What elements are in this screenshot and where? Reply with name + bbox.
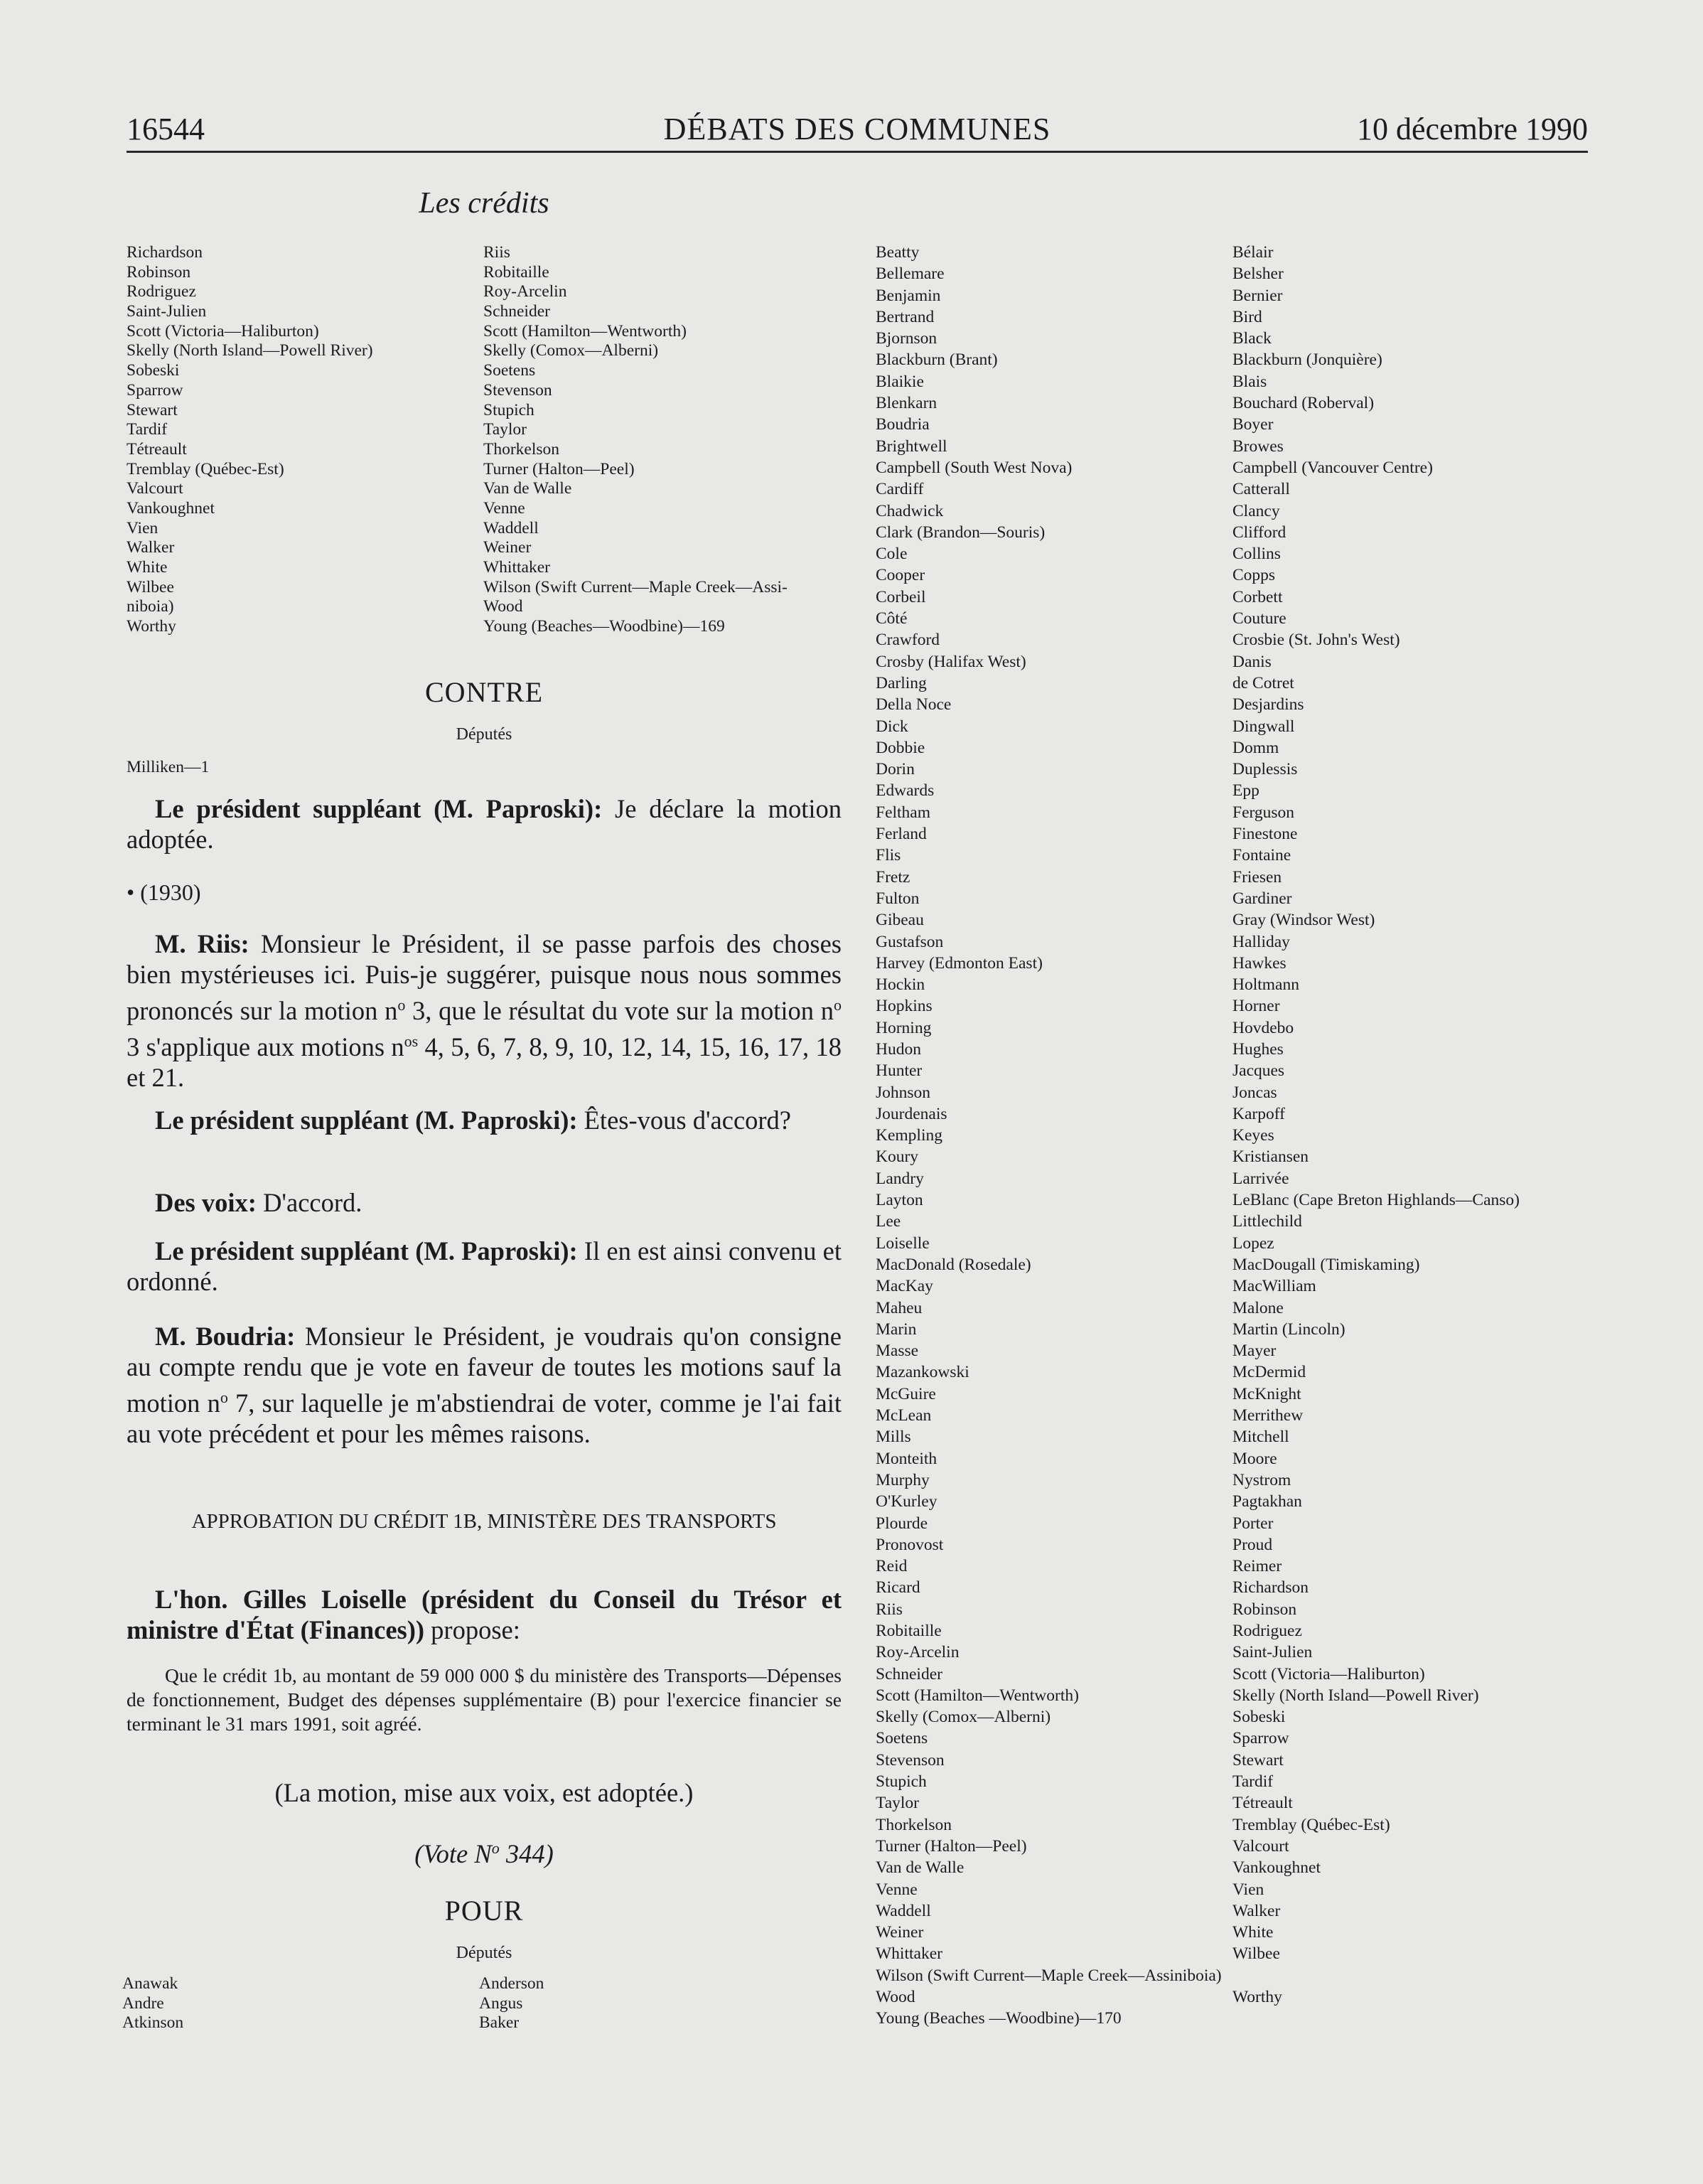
contre-heading: CONTRE bbox=[425, 676, 543, 708]
member-name: Van de Walle bbox=[483, 479, 572, 498]
member-name: Littlechild bbox=[1232, 1212, 1302, 1231]
approbation-speaker-paragraph bbox=[127, 1584, 842, 1645]
speech-text: 3 s'applique aux motions n bbox=[127, 1032, 404, 1062]
paragraph-6 bbox=[127, 1321, 842, 1449]
member-name: Marin bbox=[876, 1320, 917, 1339]
member-name: Robinson bbox=[1232, 1600, 1297, 1619]
member-name: Baker bbox=[479, 2013, 520, 2033]
member-name: Kempling bbox=[876, 1126, 942, 1145]
member-name: Clifford bbox=[1232, 523, 1286, 542]
member-name: Stewart bbox=[127, 400, 178, 419]
vote-label: 344) bbox=[499, 1839, 554, 1868]
member-name: Keyes bbox=[1232, 1126, 1274, 1145]
member-name: McKnight bbox=[1232, 1384, 1301, 1403]
member-name: Layton bbox=[876, 1191, 923, 1210]
member-name: Tardif bbox=[127, 420, 168, 439]
member-name: de Cotret bbox=[1232, 673, 1294, 692]
member-name: Scott (Hamilton—Wentworth) bbox=[483, 321, 687, 341]
member-name: Bjornson bbox=[876, 329, 938, 348]
name-list-top-left-2 bbox=[483, 243, 788, 637]
member-name: White bbox=[1232, 1923, 1274, 1942]
member-name: Saint-Julien bbox=[127, 302, 207, 321]
member-name: Jacques bbox=[1232, 1061, 1285, 1081]
member-name: Masse bbox=[876, 1342, 919, 1361]
member-name: Moore bbox=[1232, 1449, 1277, 1468]
member-name: Sparrow bbox=[1232, 1729, 1289, 1748]
member-name: MacDonald (Rosedale) bbox=[876, 1255, 1031, 1274]
member-name: Collins bbox=[1232, 545, 1281, 564]
member-name: Joncas bbox=[1232, 1083, 1277, 1102]
member-name: Hawkes bbox=[1232, 953, 1286, 973]
name-list-bottom-left-2 bbox=[479, 1974, 544, 2033]
member-name: Blackburn (Brant) bbox=[876, 350, 998, 370]
speaker: M. Boudria: bbox=[155, 1322, 296, 1351]
speech-text: Je déclare la motion adoptée. bbox=[127, 794, 842, 854]
superscript: o bbox=[833, 996, 842, 1014]
member-name: Valcourt bbox=[127, 479, 183, 498]
member-name: Young (Beaches —Woodbine)—170 bbox=[876, 2009, 1122, 2028]
member-name: Anderson bbox=[479, 1974, 544, 1993]
member-name: Scott (Hamilton—Wentworth) bbox=[876, 1686, 1079, 1705]
member-name: McLean bbox=[876, 1406, 932, 1425]
member-name: Stewart bbox=[1232, 1750, 1284, 1770]
member-name: Lopez bbox=[1232, 1233, 1274, 1253]
member-name: MacKay bbox=[876, 1277, 933, 1296]
member-name: Merrithew bbox=[1232, 1406, 1304, 1425]
member-name: Dick bbox=[876, 717, 908, 736]
member-name: Reimer bbox=[1232, 1557, 1282, 1576]
member-name: White bbox=[127, 558, 168, 577]
member-name: Blaikie bbox=[876, 372, 924, 391]
paragraph-4 bbox=[127, 1187, 842, 1218]
member-name: Tremblay (Québec-Est) bbox=[1232, 1815, 1390, 1834]
member-name: Johnson bbox=[876, 1083, 931, 1102]
member-name: niboia) bbox=[127, 597, 174, 616]
member-name: Stevenson bbox=[876, 1750, 945, 1770]
approbation-title: APPROBATION DU CRÉDIT 1B, MINISTÈRE DES TRANSPORTS bbox=[191, 1510, 777, 1533]
member-name: Turner (Halton—Peel) bbox=[876, 1836, 1027, 1856]
superscript: o bbox=[220, 1388, 228, 1406]
member-name: Ricard bbox=[876, 1578, 920, 1597]
publication-title: DÉBATS DES COMMUNES bbox=[663, 112, 1051, 146]
motion-text: Que le crédit 1b, au montant de 59 000 000 $ du ministère des Transports—Dépenses de fonctionnement, Budget des dépenses supplémentaire (B) pour l'exercice financier se terminant le 31 mars 1991, soit agréé. bbox=[127, 1664, 842, 1735]
member-name: Schneider bbox=[876, 1664, 942, 1684]
contre-subheading: Députés bbox=[456, 725, 512, 744]
member-name: Danis bbox=[1232, 652, 1272, 671]
member-name: Weiner bbox=[483, 538, 532, 557]
speech-text: 3, que le résultat du vote sur la motion n bbox=[405, 996, 834, 1026]
member-name: Hudon bbox=[876, 1039, 921, 1059]
member-name: Gibeau bbox=[876, 911, 924, 930]
member-name: Wilson (Swift Current—Maple Creek—Assiniboia) bbox=[876, 1966, 1222, 1985]
superscript: o bbox=[397, 996, 406, 1014]
member-name: Clark (Brandon—Souris) bbox=[876, 523, 1046, 542]
member-name: Tétreault bbox=[127, 439, 187, 459]
member-name: Tremblay (Québec-Est) bbox=[127, 459, 284, 478]
member-name: Stupich bbox=[483, 400, 534, 419]
member-name: Worthy bbox=[1232, 1988, 1282, 2007]
member-name: Riis bbox=[876, 1600, 903, 1619]
page-header bbox=[127, 108, 1588, 151]
member-name: Stupich bbox=[876, 1772, 927, 1792]
member-name: O'Kurley bbox=[876, 1492, 938, 1511]
vote-number bbox=[127, 1838, 842, 1869]
member-name: Halliday bbox=[1232, 932, 1290, 951]
member-name: Chadwick bbox=[876, 501, 944, 520]
member-name: Ferguson bbox=[1232, 803, 1295, 822]
member-name: Vien bbox=[127, 518, 159, 537]
speaker: M. Riis: bbox=[155, 929, 249, 958]
member-name: Thorkelson bbox=[483, 439, 560, 459]
member-name: Wood bbox=[876, 1988, 915, 2007]
speech-text: Monsieur le Président, je voudrais qu'on consigne au compte rendu que je vote en faveur de toutes les motions sauf la motion n bbox=[127, 1322, 842, 1418]
speech-text: Êtes-vous d'accord? bbox=[577, 1106, 791, 1135]
member-name: Kristiansen bbox=[1232, 1147, 1309, 1167]
member-name: Worthy bbox=[127, 617, 176, 636]
member-name: Gray (Windsor West) bbox=[1232, 911, 1375, 930]
section-subtitle: Les crédits bbox=[419, 187, 549, 220]
member-name: Gustafson bbox=[876, 932, 944, 951]
member-name: Proud bbox=[1232, 1535, 1273, 1554]
name-list-right-2 bbox=[1232, 242, 1520, 2008]
member-name: Mills bbox=[876, 1428, 911, 1447]
member-name: Pagtakhan bbox=[1232, 1492, 1302, 1511]
member-name: Vankoughnet bbox=[127, 498, 215, 518]
member-name: Wood bbox=[483, 597, 523, 616]
contre-entry: Milliken—1 bbox=[127, 758, 210, 776]
member-name: Mitchell bbox=[1232, 1428, 1289, 1447]
speaker: Le président suppléant (M. Paproski): bbox=[155, 794, 603, 823]
motion-result: (La motion, mise aux voix, est adoptée.) bbox=[274, 1778, 694, 1807]
member-name: Maheu bbox=[876, 1298, 923, 1317]
member-name: Schneider bbox=[483, 302, 550, 321]
member-name: Pronovost bbox=[876, 1535, 944, 1554]
member-name: Turner (Halton—Peel) bbox=[483, 459, 635, 478]
member-name: Dorin bbox=[876, 760, 915, 779]
member-name: Andre bbox=[122, 1993, 164, 2013]
member-name: Horning bbox=[876, 1018, 932, 1037]
member-name: Waddell bbox=[876, 1901, 931, 1920]
member-name: Tétreault bbox=[1232, 1794, 1293, 1813]
member-name: Black bbox=[1232, 329, 1272, 348]
member-name: Domm bbox=[1232, 738, 1279, 757]
member-name: Benjamin bbox=[876, 286, 941, 305]
member-name: Crosbie (St. John's West) bbox=[1232, 631, 1400, 650]
member-name: Blenkarn bbox=[876, 394, 938, 413]
member-name: Blackburn (Jonquière) bbox=[1232, 350, 1382, 370]
member-name: Harvey (Edmonton East) bbox=[876, 953, 1043, 973]
member-name: Sobeski bbox=[127, 361, 180, 380]
member-name: Sobeski bbox=[1232, 1708, 1286, 1727]
member-name: Epp bbox=[1232, 781, 1259, 801]
member-name: Venne bbox=[483, 498, 525, 518]
speech-text: Il en est ainsi convenu et ordonné. bbox=[127, 1236, 842, 1296]
member-name: Clancy bbox=[1232, 501, 1280, 520]
paragraph-2 bbox=[127, 928, 842, 1093]
member-name: Robitaille bbox=[876, 1622, 942, 1640]
member-name: Roy-Arcelin bbox=[876, 1643, 960, 1662]
member-name: Campbell (South West Nova) bbox=[876, 458, 1073, 477]
speaker: Le président suppléant (M. Paproski): bbox=[155, 1106, 578, 1135]
member-name: Fontaine bbox=[1232, 846, 1291, 865]
member-name: Sparrow bbox=[127, 380, 183, 400]
member-name: Murphy bbox=[876, 1470, 930, 1489]
member-name: Beatty bbox=[876, 243, 920, 262]
member-name: Rodriguez bbox=[127, 282, 196, 301]
member-name: Hopkins bbox=[876, 997, 933, 1016]
member-name: Wilson (Swift Current—Maple Creek—Assi- bbox=[483, 577, 788, 596]
member-name: Saint-Julien bbox=[1232, 1643, 1313, 1662]
member-name: Whittaker bbox=[876, 1944, 942, 1964]
member-name: Hunter bbox=[876, 1061, 923, 1081]
member-name: Angus bbox=[479, 1993, 523, 2013]
member-name: Boudria bbox=[876, 415, 930, 434]
member-name: Larrivée bbox=[1232, 1169, 1289, 1188]
member-name: Walker bbox=[1232, 1901, 1281, 1920]
member-name: Hockin bbox=[876, 975, 925, 995]
member-name: Stevenson bbox=[483, 380, 552, 400]
paragraph-5 bbox=[127, 1236, 842, 1297]
member-name: Weiner bbox=[876, 1923, 924, 1942]
speech-text: 4, 5, 6, 7, 8, 9, 10, 12, 14, 15, 16, 17, 18 et 21. bbox=[127, 1032, 842, 1093]
pour-heading: POUR bbox=[444, 1895, 524, 1927]
member-name: Thorkelson bbox=[876, 1815, 952, 1834]
member-name: Cole bbox=[876, 545, 908, 564]
member-name: Scott (Victoria—Haliburton) bbox=[1232, 1664, 1425, 1684]
member-name: Atkinson bbox=[122, 2013, 184, 2033]
member-name: Fulton bbox=[876, 889, 920, 908]
member-name: Roy-Arcelin bbox=[483, 282, 567, 301]
member-name: Bélair bbox=[1232, 243, 1274, 262]
member-name: Taylor bbox=[483, 420, 527, 439]
speaker: Le président suppléant (M. Paproski): bbox=[155, 1236, 578, 1265]
member-name: Richardson bbox=[127, 243, 203, 262]
member-name: Darling bbox=[876, 673, 927, 692]
member-name: Robinson bbox=[127, 262, 191, 282]
member-name: Anawak bbox=[122, 1974, 178, 1993]
member-name: Bellemare bbox=[876, 264, 945, 284]
member-name: Taylor bbox=[876, 1794, 919, 1813]
member-name: Cardiff bbox=[876, 480, 924, 499]
member-name: Mazankowski bbox=[876, 1363, 969, 1382]
member-name: Bertrand bbox=[876, 307, 935, 326]
member-name: Riis bbox=[483, 243, 510, 262]
member-name bbox=[1232, 1965, 1520, 1986]
member-name: Landry bbox=[876, 1169, 924, 1188]
member-name: Finestone bbox=[1232, 825, 1298, 844]
member-name: Skelly (North Island—Powell River) bbox=[1232, 1686, 1479, 1705]
member-name: Bouchard (Roberval) bbox=[1232, 394, 1375, 413]
member-name: Skelly (North Island—Powell River) bbox=[127, 341, 373, 360]
member-name: Catterall bbox=[1232, 480, 1290, 499]
member-name: Bird bbox=[1232, 307, 1262, 326]
name-list-bottom-left-1 bbox=[122, 1974, 183, 2033]
member-name: Nystrom bbox=[1232, 1470, 1291, 1489]
member-name: Wilbee bbox=[127, 577, 174, 596]
member-name: Soetens bbox=[483, 361, 536, 380]
member-name: Martin (Lincoln) bbox=[1232, 1320, 1345, 1339]
member-name: Monteith bbox=[876, 1449, 938, 1468]
member-name: Dobbie bbox=[876, 738, 925, 757]
page-number: 16544 bbox=[127, 112, 205, 146]
member-name: Ferland bbox=[876, 825, 927, 844]
member-name: Rodriguez bbox=[1232, 1622, 1302, 1640]
member-name: Brightwell bbox=[876, 437, 947, 456]
member-name: Vien bbox=[1232, 1880, 1264, 1899]
member-name: Tardif bbox=[1232, 1772, 1274, 1792]
member-name: Jourdenais bbox=[876, 1104, 947, 1123]
member-name: McGuire bbox=[876, 1384, 936, 1403]
member-name: Koury bbox=[876, 1147, 919, 1167]
member-name: Gardiner bbox=[1232, 889, 1292, 908]
member-name: Belsher bbox=[1232, 264, 1284, 284]
member-name: Feltham bbox=[876, 803, 931, 822]
speaker: Des voix: bbox=[155, 1188, 257, 1217]
member-name: Van de Walle bbox=[876, 1858, 965, 1878]
member-name: Cooper bbox=[876, 566, 925, 585]
member-name: Crosby (Halifax West) bbox=[876, 652, 1026, 671]
member-name: MacWilliam bbox=[1232, 1277, 1316, 1296]
member-name: Edwards bbox=[876, 781, 935, 801]
member-name: Desjardins bbox=[1232, 695, 1304, 714]
member-name: McDermid bbox=[1232, 1363, 1306, 1382]
member-name: Karpoff bbox=[1232, 1104, 1285, 1123]
member-name: Crawford bbox=[876, 631, 940, 650]
member-name: Venne bbox=[876, 1880, 918, 1899]
member-name: Malone bbox=[1232, 1298, 1284, 1317]
member-name: Hovdebo bbox=[1232, 1018, 1294, 1037]
superscript: o bbox=[491, 1838, 500, 1857]
speaker: L'hon. Gilles Loiselle (président du Conseil du Trésor et ministre d'État (Finances)) bbox=[127, 1585, 842, 1644]
member-name: Corbett bbox=[1232, 587, 1283, 606]
member-name: Whittaker bbox=[483, 558, 550, 577]
issue-date: 10 décembre 1990 bbox=[1357, 112, 1588, 146]
member-name: Boyer bbox=[1232, 415, 1274, 434]
speech-text: propose: bbox=[424, 1615, 520, 1644]
member-name: Scott (Victoria—Haliburton) bbox=[127, 321, 319, 341]
member-name: Wilbee bbox=[1232, 1944, 1280, 1964]
member-name: Loiselle bbox=[876, 1233, 930, 1253]
member-name: Blais bbox=[1232, 372, 1267, 391]
time-marker: • (1930) bbox=[127, 879, 201, 905]
member-name: Corbeil bbox=[876, 587, 926, 606]
member-name: Campbell (Vancouver Centre) bbox=[1232, 458, 1433, 477]
superscript: os bbox=[404, 1032, 419, 1051]
speech-text: Monsieur le Président, il se passe parfois des choses bien mystérieuses ici. Puis-je suggérer, puisque nous nous sommes prononcés sur la motion n bbox=[127, 929, 842, 1026]
paragraph-1 bbox=[127, 793, 842, 855]
member-name: Browes bbox=[1232, 437, 1284, 456]
member-name: Flis bbox=[876, 846, 901, 865]
member-name: Waddell bbox=[483, 518, 539, 537]
member-name: Robitaille bbox=[483, 262, 549, 282]
member-name: Horner bbox=[1232, 997, 1280, 1016]
member-name: Skelly (Comox—Alberni) bbox=[876, 1708, 1051, 1727]
header-rule bbox=[127, 151, 1588, 153]
member-name: Copps bbox=[1232, 566, 1276, 585]
member-name: Bernier bbox=[1232, 286, 1283, 305]
member-name: Côté bbox=[876, 609, 908, 628]
member-name: MacDougall (Timiskaming) bbox=[1232, 1255, 1420, 1274]
member-name: Young (Beaches—Woodbine)—169 bbox=[483, 617, 725, 636]
member-name: LeBlanc (Cape Breton Highlands—Canso) bbox=[1232, 1191, 1520, 1210]
member-name: Mayer bbox=[1232, 1342, 1277, 1361]
member-name: Della Noce bbox=[876, 695, 952, 714]
member-name: Friesen bbox=[1232, 867, 1282, 887]
member-name: Valcourt bbox=[1232, 1836, 1289, 1856]
member-name: Dingwall bbox=[1232, 717, 1295, 736]
paragraph-3 bbox=[127, 1105, 842, 1135]
member-name: Fretz bbox=[876, 867, 910, 887]
member-name: Richardson bbox=[1232, 1578, 1309, 1597]
pour-subheading: Députés bbox=[456, 1944, 512, 1962]
member-name: Hughes bbox=[1232, 1039, 1284, 1059]
member-name: Walker bbox=[127, 538, 175, 557]
member-name: Reid bbox=[876, 1557, 908, 1576]
speech-text: 7, sur laquelle je m'abstiendrai de voter, comme je l'ai fait au vote précédent et pour les mêmes raisons. bbox=[127, 1388, 842, 1449]
name-list-top-left-1 bbox=[127, 243, 373, 637]
member-name: Holtmann bbox=[1232, 975, 1299, 995]
member-name: Plourde bbox=[876, 1514, 928, 1533]
member-name: Lee bbox=[876, 1212, 901, 1231]
member-name: Soetens bbox=[876, 1729, 928, 1748]
member-name: Porter bbox=[1232, 1514, 1274, 1533]
member-name: Vankoughnet bbox=[1232, 1858, 1321, 1878]
member-name: Couture bbox=[1232, 609, 1286, 628]
speech-text: D'accord. bbox=[256, 1188, 362, 1217]
member-name: Skelly (Comox—Alberni) bbox=[483, 341, 659, 360]
name-list-right-1 bbox=[876, 242, 1222, 2030]
vote-label: (Vote N bbox=[414, 1839, 492, 1868]
member-name: Duplessis bbox=[1232, 760, 1298, 779]
